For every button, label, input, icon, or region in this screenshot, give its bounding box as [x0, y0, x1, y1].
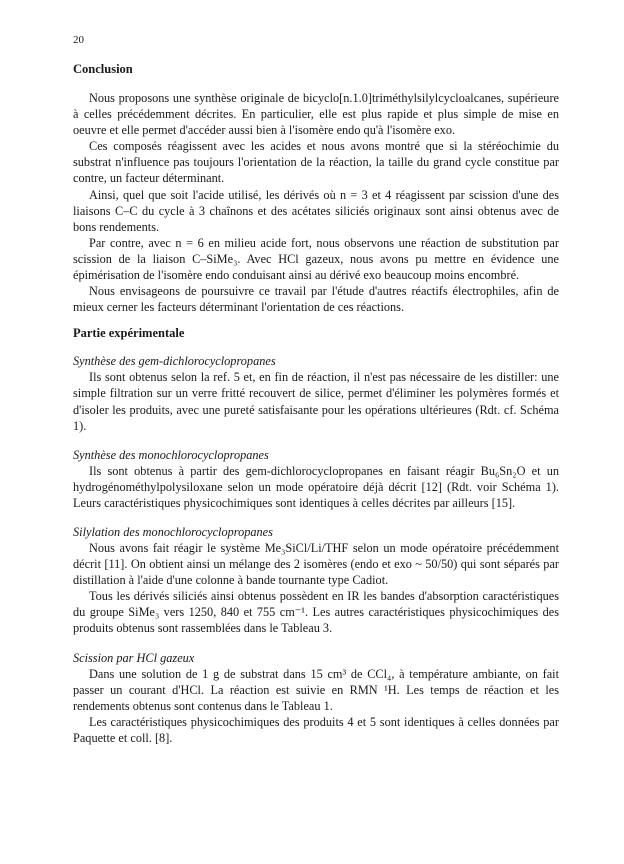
conclusion-paragraph-4: Par contre, avec n = 6 en milieu acide fort, nous observons une réaction de substitution par scission de la liaison C–SiMe₃. Avec HCl gazeux, nous avons pu mettre en évidence une épimérisation de l'isomère endo conduisant ainsi au dérivé exo beaucoup moins encombré.	[73, 235, 559, 283]
subsection-text-silylation-2: Tous les dérivés siliciés ainsi obtenus possèdent en IR les bandes d'absorption caractéristiques du groupe SiMe₃ vers 1250, 840 et 755 cm⁻¹. Les autres caractéristiques physicochimiques des produits obtenus sont rassemblées dans le Tableau 3.	[73, 589, 559, 636]
conclusion-paragraph-2: Ces composés réagissent avec les acides et nous avons montré que si la stéréochimie du substrat n'influence pas toujours l'orientation de la réaction, la taille du grand cycle constitue par contre, un facteur déterminant.	[73, 139, 559, 186]
subsection-text-monochloro: Ils sont obtenus à partir des gem-dichlorocyclopropanes en faisant réagir Bu₆Sn₂O et un hydrogénométhylpolysiloxane selon un mode opératoire déjà décrit [12] (Rdt. voir Schéma 1). Leurs caractéristiques physicochimiques sont identiques à celles décrites par ailleurs [15].	[73, 463, 559, 510]
conclusion-paragraph-1: Nous proposons une synthèse originale de bicyclo[n.1.0]triméthylsilylcycloalcanes, supérieure à celles précédemment décrites. En particulier, elle est plus rapide et plus simple de mise en oeuvre et elle permet d'accéder aussi bien à l'isomère endo qu'à l'isomère exo.	[73, 91, 559, 138]
subsection-title-scission: Scission par HCl gazeux	[73, 650, 195, 665]
conclusion-paragraph-5: Nous envisageons de poursuivre ce travail par l'étude d'autres réactifs électrophiles, afin de mieux cerner les facteurs déterminant l'orientation de ces réactions.	[73, 284, 559, 315]
conclusion-paragraph-3: Ainsi, quel que soit l'acide utilisé, les dérivés où n = 3 et 4 réagissent par scission d'une des liaisons C–C du cycle à 3 chaînons et des acétates siliciés originaux sont ainsi obtenus avec de bons rendements.	[73, 187, 559, 234]
subsection-text-dichloro: Ils sont obtenus selon la ref. 5 et, en fin de réaction, il n'est pas nécessaire de les distiller: une simple filtration sur un verre fritté recouvert de silice, permet d'éliminer les polymères formés et d'isoler les produits, avec une pureté satisfaisante pour les opérations ultérieures (Rdt. cf. Schéma 1).	[73, 370, 559, 433]
page-content	[73, 34, 559, 746]
page-number: 20	[73, 34, 84, 46]
subsection-title-monochloro: Synthèse des monochlorocyclopropanes	[73, 447, 269, 462]
conclusion-heading: Conclusion	[73, 62, 133, 76]
subsection-text-silylation-1: Nous avons fait réagir le système Me₃SiCl/Li/THF selon un mode opératoire précédemment décrit [11]. On obtient ainsi un mélange des 2 isomères (endo et exo ~ 50/50) qui sont séparés par distillation à l'aide d'une colonne à bande tournante type Cadiot.	[73, 540, 559, 588]
experimental-heading: Partie expérimentale	[73, 326, 185, 341]
subsection-text-scission-1: Dans une solution de 1 g de substrat dans 15 cm³ de CCl₄, à température ambiante, on fait passer un courant d'HCl. La réaction est suivie en RMN ¹H. Les temps de réaction et les rendements obtenus sont contenus dans le Tableau 1.	[73, 666, 559, 713]
subsection-text-scission-2: Les caractéristiques physicochimiques des produits 4 et 5 sont identiques à celles données par Paquette et coll. [8].	[73, 714, 559, 745]
subsection-title-dichloro: Synthèse des gem-dichlorocyclopropanes	[73, 354, 276, 369]
subsection-title-silylation: Silylation des monochlorocyclopropanes	[73, 524, 273, 539]
